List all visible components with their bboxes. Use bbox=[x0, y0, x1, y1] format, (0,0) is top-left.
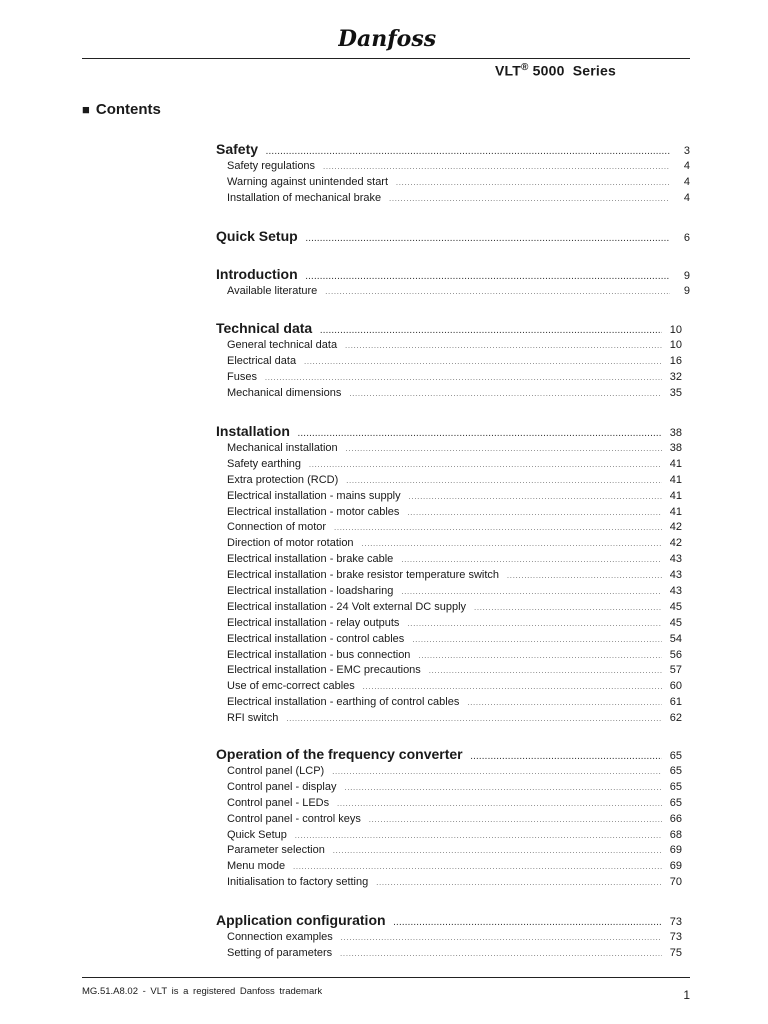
toc-entry[interactable] bbox=[216, 176, 690, 192]
toc-entry-label: Electrical installation - motor cables bbox=[227, 505, 400, 518]
toc-entry-page: 45 bbox=[669, 616, 682, 629]
toc-entry[interactable] bbox=[216, 860, 682, 876]
toc-entry-page: 43 bbox=[669, 553, 682, 566]
toc-entry[interactable] bbox=[216, 285, 690, 301]
toc-entry-page: 42 bbox=[669, 537, 682, 550]
toc-section bbox=[216, 266, 690, 301]
toc-entry-label: Electrical installation - brake cable bbox=[227, 553, 394, 566]
dot-leader bbox=[346, 442, 662, 454]
toc-entry[interactable] bbox=[216, 696, 682, 712]
danfoss-logo-icon bbox=[338, 20, 436, 56]
dot-leader bbox=[474, 601, 662, 613]
toc-entry[interactable] bbox=[216, 371, 682, 387]
toc-entry-page: 69 bbox=[669, 860, 682, 873]
toc-section-title: Operation of the frequency converter bbox=[216, 746, 463, 762]
toc-entry-label: Control panel - control keys bbox=[227, 812, 361, 825]
dot-leader bbox=[471, 746, 662, 762]
toc-entry-label: Electrical installation - bus connection bbox=[227, 648, 411, 661]
toc-entry-page: 10 bbox=[669, 339, 682, 351]
toc-section-heading[interactable] bbox=[216, 912, 682, 931]
dot-leader bbox=[295, 829, 662, 841]
toc-entry-label: Fuses bbox=[227, 370, 257, 383]
registered-mark: ® bbox=[520, 62, 529, 73]
toc-entry-label: Extra protection (RCD) bbox=[227, 473, 339, 486]
toc-entry-page: 32 bbox=[669, 370, 682, 383]
toc-entry[interactable] bbox=[216, 844, 682, 860]
toc-section-heading[interactable] bbox=[216, 746, 682, 765]
toc-section-heading[interactable] bbox=[216, 423, 682, 442]
toc-section-title: Introduction bbox=[216, 266, 298, 282]
toc-entry-page: 68 bbox=[669, 828, 682, 841]
toc-entry-page: 4 bbox=[683, 175, 690, 188]
toc-entry-label: Electrical installation - mains supply bbox=[227, 489, 401, 502]
toc-entry-page: 75 bbox=[669, 946, 682, 959]
toc-entry[interactable] bbox=[216, 387, 682, 403]
header-rule bbox=[82, 58, 690, 59]
dot-leader bbox=[467, 696, 662, 708]
dot-leader bbox=[265, 371, 662, 383]
toc-entry-page: 73 bbox=[669, 931, 682, 943]
toc-entry-label: Control panel (LCP) bbox=[227, 765, 325, 777]
toc-entry[interactable] bbox=[216, 601, 682, 617]
toc-section-page: 3 bbox=[683, 145, 690, 157]
toc-entry-label: Initialisation to factory setting bbox=[227, 876, 369, 889]
toc-entry-page: 41 bbox=[669, 489, 682, 502]
dot-leader bbox=[309, 458, 662, 470]
toc-entry[interactable] bbox=[216, 712, 682, 728]
danfoss-logo bbox=[338, 20, 436, 56]
toc-entry-label: Control panel - display bbox=[227, 780, 337, 793]
toc-entry[interactable] bbox=[216, 664, 682, 680]
toc-section-page: 10 bbox=[669, 324, 682, 336]
toc-section-heading[interactable] bbox=[216, 266, 690, 285]
toc-entry-label: Parameter selection bbox=[227, 844, 325, 857]
toc-entry-label: Electrical installation - earthing of control cables bbox=[227, 696, 460, 709]
toc-entry-label: Safety earthing bbox=[227, 457, 301, 470]
toc-section-heading[interactable] bbox=[216, 141, 690, 160]
toc-entry[interactable] bbox=[216, 506, 682, 522]
dot-leader bbox=[401, 553, 662, 565]
toc-entry-page: 66 bbox=[669, 812, 682, 825]
dot-leader bbox=[306, 228, 670, 244]
toc-entry-page: 38 bbox=[669, 442, 682, 454]
toc-section bbox=[216, 228, 690, 247]
toc-entry-label: Menu mode bbox=[227, 860, 286, 873]
toc-entry-label: Electrical installation - relay outputs bbox=[227, 616, 400, 629]
footer-rule bbox=[82, 977, 690, 978]
toc-entry[interactable] bbox=[216, 585, 682, 601]
toc-section-page: 38 bbox=[669, 427, 682, 439]
toc-entry-label: Connection examples bbox=[227, 931, 333, 943]
dot-leader bbox=[407, 617, 662, 629]
toc-section-heading[interactable] bbox=[216, 320, 682, 339]
dot-leader bbox=[333, 844, 662, 856]
toc-entry-page: 16 bbox=[669, 354, 682, 367]
toc-entry-label: Electrical installation - EMC precautions bbox=[227, 664, 421, 677]
dot-leader bbox=[266, 141, 670, 157]
toc-entry[interactable] bbox=[216, 537, 682, 553]
dot-leader bbox=[344, 781, 662, 793]
dot-leader bbox=[320, 320, 662, 336]
dot-leader bbox=[332, 765, 662, 777]
toc-entry-label: Electrical data bbox=[227, 354, 297, 367]
toc-entry[interactable] bbox=[216, 931, 682, 947]
toc-entry-page: 43 bbox=[669, 569, 682, 582]
toc-entry[interactable] bbox=[216, 781, 682, 797]
dot-leader bbox=[407, 506, 662, 518]
dot-leader bbox=[389, 192, 670, 204]
toc-entry-label: RFI switch bbox=[227, 712, 279, 725]
dot-leader bbox=[376, 876, 662, 888]
toc-entry-label: Available literature bbox=[227, 285, 318, 297]
dot-leader bbox=[346, 474, 662, 486]
toc-entry-page: 41 bbox=[669, 505, 682, 518]
dot-leader bbox=[337, 797, 662, 809]
toc-entry[interactable] bbox=[216, 192, 690, 208]
toc-entry[interactable] bbox=[216, 633, 682, 649]
series-title bbox=[495, 62, 616, 79]
toc-entry-page: 41 bbox=[669, 457, 682, 470]
dot-leader bbox=[362, 537, 662, 549]
toc-entry-page: 56 bbox=[669, 648, 682, 661]
dot-leader bbox=[304, 355, 662, 367]
dot-leader bbox=[345, 339, 662, 351]
toc-entry[interactable] bbox=[216, 553, 682, 569]
toc-entry-page: 4 bbox=[683, 160, 690, 172]
dot-leader bbox=[293, 860, 662, 872]
toc-section bbox=[216, 141, 690, 208]
toc-entry[interactable] bbox=[216, 521, 682, 537]
toc-section-title: Safety bbox=[216, 141, 259, 157]
toc-entry[interactable] bbox=[216, 649, 682, 665]
dot-leader bbox=[340, 947, 662, 959]
toc-entry-label: Electrical installation - loadsharing bbox=[227, 585, 394, 598]
toc-section-title: Quick Setup bbox=[216, 228, 298, 244]
contents-heading bbox=[82, 101, 161, 118]
toc-entry-page: 9 bbox=[683, 285, 690, 297]
toc-entry-label: Connection of motor bbox=[227, 521, 327, 534]
toc-entry-label: Electrical installation - brake resistor temperature switch bbox=[227, 569, 500, 582]
dot-leader bbox=[341, 931, 662, 943]
square-bullet-icon: ■ bbox=[82, 102, 90, 117]
dot-leader bbox=[396, 176, 670, 188]
toc-entry-page: 35 bbox=[669, 386, 682, 399]
dot-leader bbox=[429, 664, 662, 676]
series-prefix: VLT bbox=[494, 62, 521, 79]
toc-entry-label: Use of emc-correct cables bbox=[227, 680, 355, 693]
toc-entry-label: Mechanical installation bbox=[227, 442, 338, 454]
toc-entry-label: Electrical installation - 24 Volt external DC supply bbox=[227, 600, 467, 613]
toc-section-page: 9 bbox=[683, 270, 690, 282]
toc-entry-page: 45 bbox=[669, 600, 682, 613]
toc-entry-page: 61 bbox=[669, 696, 682, 709]
toc-entry[interactable] bbox=[216, 947, 682, 963]
dot-leader bbox=[418, 649, 662, 661]
dot-leader bbox=[394, 912, 662, 928]
dot-leader bbox=[306, 266, 670, 282]
toc-entry[interactable] bbox=[216, 442, 682, 458]
toc-entry-page: 65 bbox=[669, 796, 682, 809]
toc-section-page: 65 bbox=[669, 750, 682, 762]
toc-entry[interactable] bbox=[216, 765, 682, 781]
toc-entry-label: Warning against unintended start bbox=[227, 175, 389, 188]
toc-entry[interactable] bbox=[216, 876, 682, 892]
toc-section-heading[interactable] bbox=[216, 228, 690, 247]
toc-entry-page: 57 bbox=[669, 664, 682, 677]
series-suffix: 5000 Series bbox=[528, 62, 616, 79]
toc-entry-label: Mechanical dimensions bbox=[227, 386, 342, 399]
toc-entry-page: 65 bbox=[669, 780, 682, 793]
toc-entry-label: Quick Setup bbox=[227, 828, 287, 841]
footer-doc-ref: MG.51.A8.02 - VLT is a registered Danfoss trademark bbox=[82, 986, 323, 997]
toc-section-title: Application configuration bbox=[216, 912, 386, 928]
toc-entry[interactable] bbox=[216, 160, 690, 176]
toc-entry-page: 42 bbox=[669, 521, 682, 534]
toc-entry-page: 4 bbox=[683, 191, 690, 204]
toc-entry-page: 54 bbox=[669, 632, 682, 645]
toc-entry[interactable] bbox=[216, 355, 682, 371]
dot-leader bbox=[412, 633, 662, 645]
dot-leader bbox=[298, 423, 662, 439]
toc-entry-label: Control panel - LEDs bbox=[227, 796, 330, 809]
toc-entry-label: Installation of mechanical brake bbox=[227, 191, 382, 204]
toc-entry-page: 65 bbox=[669, 765, 682, 777]
toc-entry-label: Safety regulations bbox=[227, 160, 316, 172]
toc-entry[interactable] bbox=[216, 813, 682, 829]
toc-entry[interactable] bbox=[216, 458, 682, 474]
toc-entry[interactable] bbox=[216, 490, 682, 506]
toc-entry-page: 43 bbox=[669, 585, 682, 598]
toc-entry[interactable] bbox=[216, 829, 682, 845]
toc-entry[interactable] bbox=[216, 680, 682, 696]
dot-leader bbox=[349, 387, 662, 399]
toc-section-page: 6 bbox=[683, 232, 690, 244]
toc-entry-page: 60 bbox=[669, 680, 682, 693]
dot-leader bbox=[507, 569, 662, 581]
toc-section-title: Technical data bbox=[216, 320, 313, 336]
dot-leader bbox=[334, 521, 662, 533]
contents-heading-text: Contents bbox=[95, 101, 161, 118]
toc-section bbox=[216, 912, 682, 963]
page-number: 1 bbox=[683, 988, 690, 1002]
dot-leader bbox=[323, 160, 670, 172]
dot-leader bbox=[363, 680, 662, 692]
toc-entry-page: 69 bbox=[669, 844, 682, 857]
toc-entry[interactable] bbox=[216, 617, 682, 633]
toc-entry-label: Electrical installation - control cables bbox=[227, 632, 405, 645]
toc-entry[interactable] bbox=[216, 797, 682, 813]
toc-section bbox=[216, 746, 682, 892]
dot-leader bbox=[286, 712, 662, 724]
toc-entry-label: General technical data bbox=[227, 339, 338, 351]
toc-entry-page: 70 bbox=[669, 876, 682, 889]
toc-entry-page: 62 bbox=[669, 712, 682, 725]
toc-section bbox=[216, 423, 682, 728]
toc-entry[interactable] bbox=[216, 569, 682, 585]
dot-leader bbox=[409, 490, 662, 502]
toc-entry[interactable] bbox=[216, 339, 682, 355]
toc-entry-label: Direction of motor rotation bbox=[227, 537, 354, 550]
toc-entry-label: Setting of parameters bbox=[227, 946, 333, 959]
logo-wordmark: Danfoss bbox=[338, 26, 436, 52]
dot-leader bbox=[369, 813, 662, 825]
toc-section bbox=[216, 320, 682, 403]
toc-entry[interactable] bbox=[216, 474, 682, 490]
toc-entry-page: 41 bbox=[669, 473, 682, 486]
dot-leader bbox=[401, 585, 662, 597]
toc-section-title: Installation bbox=[216, 423, 290, 439]
dot-leader bbox=[325, 285, 670, 297]
toc-section-page: 73 bbox=[669, 916, 682, 928]
